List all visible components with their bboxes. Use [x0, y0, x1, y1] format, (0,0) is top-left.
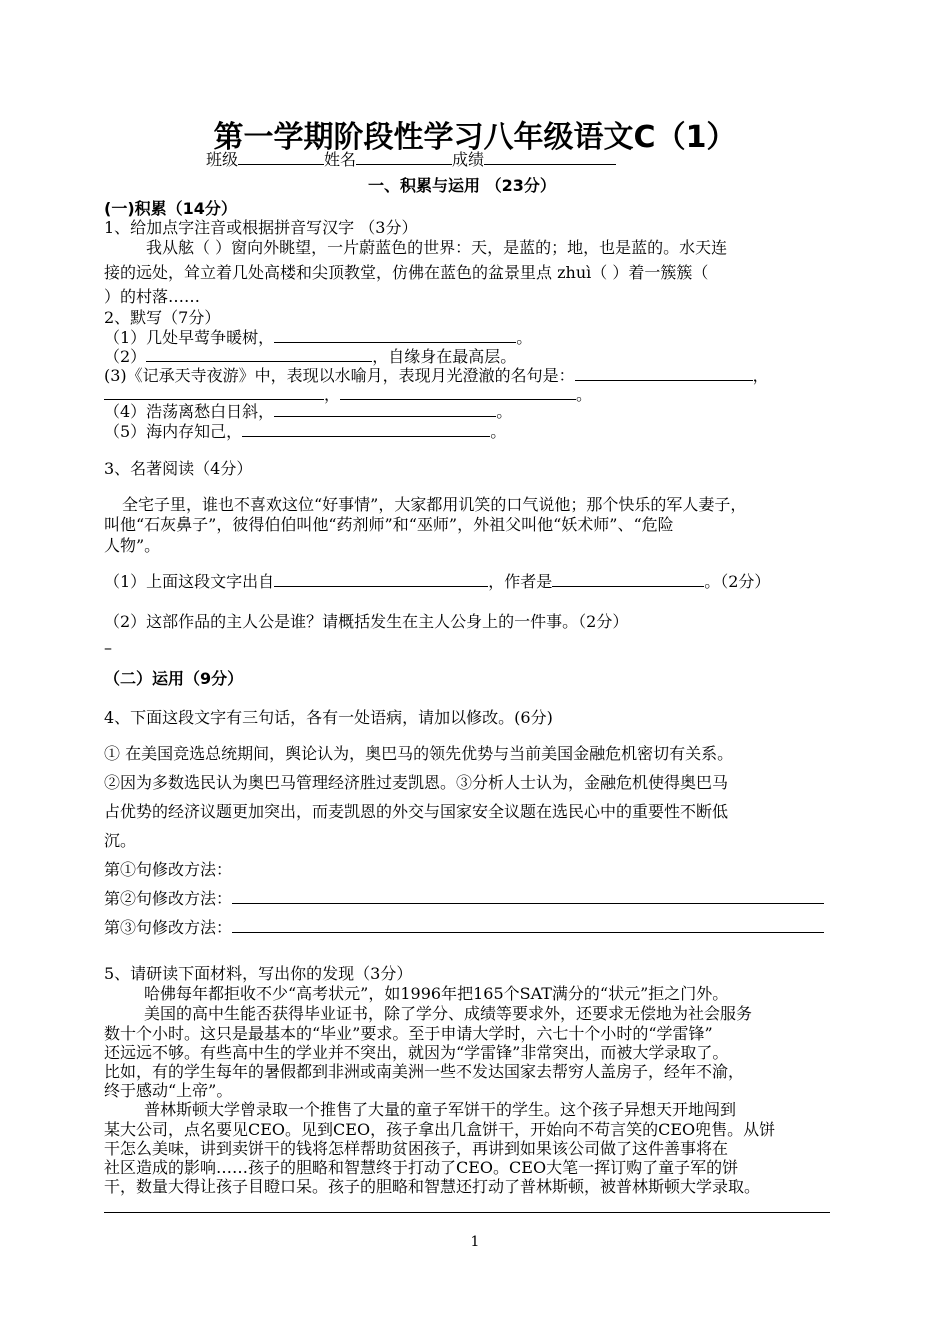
q1-line-3: ）的村落……: [104, 287, 201, 306]
q5-para-2-line-5: 终于感动“上帝”。: [104, 1081, 233, 1100]
answer-blank[interactable]: [274, 402, 496, 417]
q5-para-3-line-2: 某大公司，点名要见CEO。见到CEO，孩子拿出几盒饼干，开始向不苟言笑的CEO兜售。从饼: [104, 1120, 776, 1139]
page-title: 第一学期阶段性学习八年级语文C（1）: [213, 120, 737, 155]
class-label: 班级: [206, 150, 239, 169]
q2-item-3-cont: ， 。: [104, 385, 592, 405]
section-heading: 一、积累与运用 （23分）: [368, 176, 556, 195]
answer-blank[interactable]: [146, 347, 372, 362]
q5-heading: 5、请研读下面材料，写出你的发现（3分）: [104, 964, 413, 983]
q4-fix-3: 第③句修改方法：: [104, 918, 824, 938]
q3-sub-2: （2）这部作品的主人公是谁？请概括发生在主人公身上的一件事。（2分）: [104, 612, 629, 631]
q4-fix-1: 第①句修改方法：: [104, 860, 233, 879]
q5-para-3-line-5: 干，数量大得让孩子目瞪口呆。孩子的胆略和智慧还打动了普林斯顿，被普林斯顿大学录取。: [104, 1177, 761, 1196]
score-label: 成绩: [452, 150, 485, 169]
part-heading: (一)积累（14分）: [104, 199, 237, 218]
footer-rule: [104, 1212, 830, 1213]
q2-item-3: (3)《记承天寺夜游》中，表现以水喻月，表现月光澄澈的名句是： ，: [104, 366, 769, 385]
answer-blank[interactable]: [340, 385, 576, 400]
q2-item-4: （4）浩荡离愁白日斜， 。: [104, 402, 513, 421]
q5-para-1: 哈佛每年都拒收不少“高考状元”，如1996年把165个SAT满分的“状元”拒之门外。: [144, 984, 729, 1003]
answer-blank[interactable]: [104, 385, 324, 400]
q2-item-1: （1）几处早莺争暖树， 。: [104, 328, 533, 347]
q1-line-2: 接的远处，耸立着几处高楼和尖顶教堂，仿佛在蓝色的盆景里点 zhuì（ ）着一簇簇（: [104, 263, 709, 282]
q5-para-2-line-3: 还远远不够。有些高中生的学业并不突出，就因为“学雷锋”非常突出，而被大学录取了。: [104, 1043, 729, 1062]
answer-blank[interactable]: [242, 422, 490, 437]
answer-line[interactable]: [232, 889, 824, 904]
answer-blank[interactable]: [274, 328, 516, 343]
q2-item-2: （2） ，自缘身在最高层。: [104, 347, 517, 366]
q5-para-3-line-1: 普林斯顿大学曾录取一个推售了大量的童子军饼干的学生。这个孩子异想天开地闯到: [144, 1100, 737, 1119]
q1-line-1: 我从舷（ ）窗向外眺望，一片蔚蓝色的世界：天，是蓝的；地，也是蓝的。水天连: [146, 238, 728, 257]
student-info-line: [206, 150, 616, 170]
class-blank[interactable]: [238, 150, 324, 165]
q4-heading: 4、下面这段文字有三句话，各有一处语病，请加以修改。(6分): [104, 708, 553, 727]
q3-passage-1: 全宅子里，谁也不喜欢这位“好事情”，大家都用讥笑的口气说他；那个快乐的军人妻子，: [122, 495, 747, 514]
q2-item-5: （5）海内存知己， 。: [104, 422, 507, 441]
q3-heading: 3、名著阅读（4分）: [104, 459, 253, 478]
page-number: 1: [470, 1234, 480, 1250]
q5-para-2-line-4: 比如，有的学生每年的暑假都到非洲或南美洲一些不发达国家去帮穷人盖房子，经年不渝，: [104, 1062, 745, 1081]
q3-passage-2: 叫他“石灰鼻子”，彼得伯伯叫他“药剂师”和“巫师”，外祖父叫他“妖术师”、“危险: [104, 515, 674, 534]
answer-blank[interactable]: [552, 572, 704, 587]
q5-para-3-line-4: 社区造成的影响……孩子的胆略和智慧终于打动了CEO。CEO大笔一挥订购了童子军的饼: [104, 1158, 739, 1177]
q3-sub-1: （1）上面这段文字出自 ，作者是 。（2分）: [104, 572, 771, 591]
q4-text-1: ① 在美国竞选总统期间，舆论认为，奥巴马的领先优势与当前美国金融危机密切有关系。: [104, 744, 734, 763]
q4-text-4: 沉。: [104, 831, 137, 850]
answer-blank[interactable]: [274, 572, 488, 587]
q4-fix-2: 第②句修改方法：: [104, 889, 824, 909]
q2-heading: 2、默写（7分）: [104, 308, 221, 327]
part2-heading: （二）运用（9分）: [104, 669, 244, 688]
q5-para-3-line-3: 干怎么美味，讲到卖饼干的钱将怎样帮助贫困孩子，再讲到如果该公司做了这件善事将在: [104, 1139, 729, 1158]
score-blank[interactable]: [484, 150, 616, 165]
answer-mark: –: [104, 638, 112, 657]
q3-passage-3: 人物”。: [104, 536, 161, 555]
answer-line[interactable]: [232, 918, 824, 933]
name-blank[interactable]: [356, 150, 452, 165]
q4-text-3: 占优势的经济议题更加突出，而麦凯恩的外交与国家安全议题在选民心中的重要性不断低: [104, 802, 729, 821]
q5-para-2-line-2: 数十个小时。这只是最基本的“毕业”要求。至于申请大学时，六七十个小时的“学雷锋”: [104, 1024, 713, 1043]
q1-heading: 1、给加点字注音或根据拼音写汉字 （3分）: [104, 218, 418, 237]
q5-para-2-line-1: 美国的高中生能否获得毕业证书，除了学分、成绩等要求外，还要求无偿地为社会服务: [144, 1004, 753, 1023]
answer-blank[interactable]: [575, 366, 753, 381]
name-label: 姓名: [324, 150, 357, 169]
q4-text-2: ②因为多数选民认为奥巴马管理经济胜过麦凯恩。③分析人士认为，金融危机使得奥巴马: [104, 773, 729, 792]
